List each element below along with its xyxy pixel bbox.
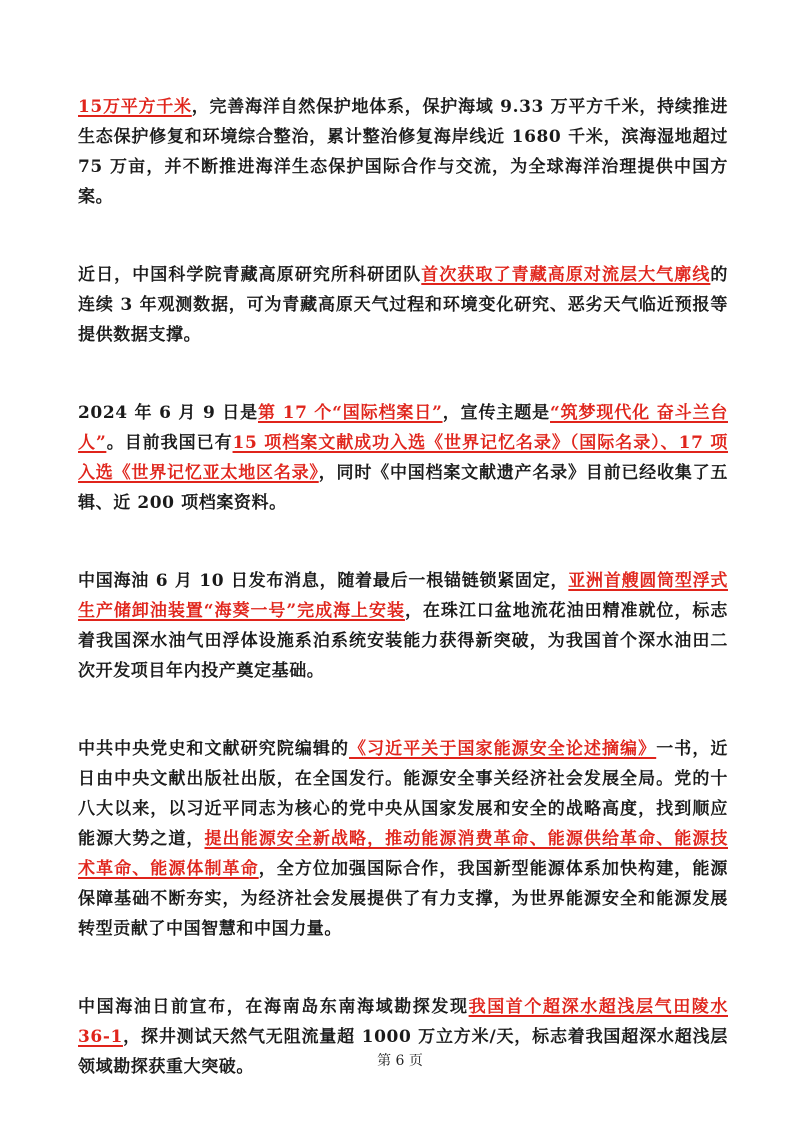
body-text: 近日，中国科学院青藏高原研究所科研团队 — [78, 265, 422, 285]
paragraph-tibet-atmosphere — [78, 260, 728, 350]
highlight-text: 亚洲首艘圆筒型浮式生产储卸油装置“海葵一号”完成海上安装 — [78, 571, 728, 621]
highlight-text: 第 17 个“国际档案日” — [257, 403, 443, 423]
body-text: ，在珠江口盆地流花油田精准就位，标志着我国深水油气田浮体设施系泊系统安装能力获得新突破，为我国首个深水油田二次开发项目年内投产奠定基础。 — [78, 601, 728, 681]
body-text: 的连续 3 年观测数据，可为青藏高原天气过程和环境变化研究、恶劣天气临近预报等提供数据支撑。 — [78, 265, 728, 345]
body-text: ，同时《中国档案文献遗产名录》目前已经收集了五辑、近 200 项档案资料。 — [78, 463, 728, 513]
paragraph-archives-day — [78, 398, 728, 518]
highlight-text: 我国首个超深水超浅层气田陵水 36-1 — [78, 997, 728, 1047]
paragraph-haikui-one — [78, 566, 728, 686]
highlight-text: 15万平方千米 — [78, 97, 192, 117]
body-text: 中国海油日前宣布，在海南岛东南海域勘探发现 — [78, 997, 469, 1017]
highlight-text: 提出能源安全新战略，推动能源消费革命、能源供给革命、能源技术革命、能源体制革命 — [78, 829, 728, 879]
body-text: ，探井测试天然气无阻流量超 1000 万立方米/天，标志着我国超深水超浅层领域勘探获重大突破。 — [78, 1027, 728, 1077]
body-text: ，完善海洋自然保护地体系，保护海域 9.33 万平方千米，持续推进生态保护修复和环境综合整治，累计整治修复海岸线近 1680 千米，滨海湿地超过 75 万亩，并不断推进海洋生态保护国际合作与交流，为全球海洋治理提供中国方案。 — [78, 97, 729, 207]
body-text: 。目前我国已有 — [106, 433, 233, 453]
highlight-text: 15 项档案文献成功入选《世界记忆名录》（国际名录）、17 项入选《世界记忆亚太地区名录》 — [78, 433, 729, 483]
body-text: ，全方位加强国际合作，我国新型能源体系加快构建，能源保障基础不断夯实，为经济社会发展提供了有力支撑，为世界能源安全和能源发展转型贡献了中国智慧和中国力量。 — [78, 859, 728, 939]
highlight-text: 首次获取了青藏高原对流层大气廓线 — [421, 265, 711, 285]
body-text: 一书，近日由中央文献出版社出版，在全国发行。能源安全事关经济社会发展全局。党的十八大以来，以习近平同志为核心的党中央从国家发展和安全的战略高度，找到顺应能源大势之道， — [78, 739, 729, 849]
highlight-text: “筑梦现代化 奋斗兰台人” — [78, 403, 728, 453]
body-text: 2024 年 6 月 9 日是 — [78, 403, 258, 423]
paragraph-ocean-protection — [78, 92, 728, 212]
page-number: 第 6 页 — [377, 1053, 423, 1069]
body-text: 中共中央党史和文献研究院编辑的 — [78, 739, 350, 759]
body-text: 中国海油 6 月 10 日发布消息，随着最后一根锚链锁紧固定， — [78, 571, 569, 591]
paragraph-energy-security — [78, 734, 728, 944]
body-text: ，宣传主题是 — [442, 403, 551, 423]
highlight-text: 《习近平关于国家能源安全论述摘编》 — [349, 739, 657, 759]
document-body — [78, 92, 728, 1082]
